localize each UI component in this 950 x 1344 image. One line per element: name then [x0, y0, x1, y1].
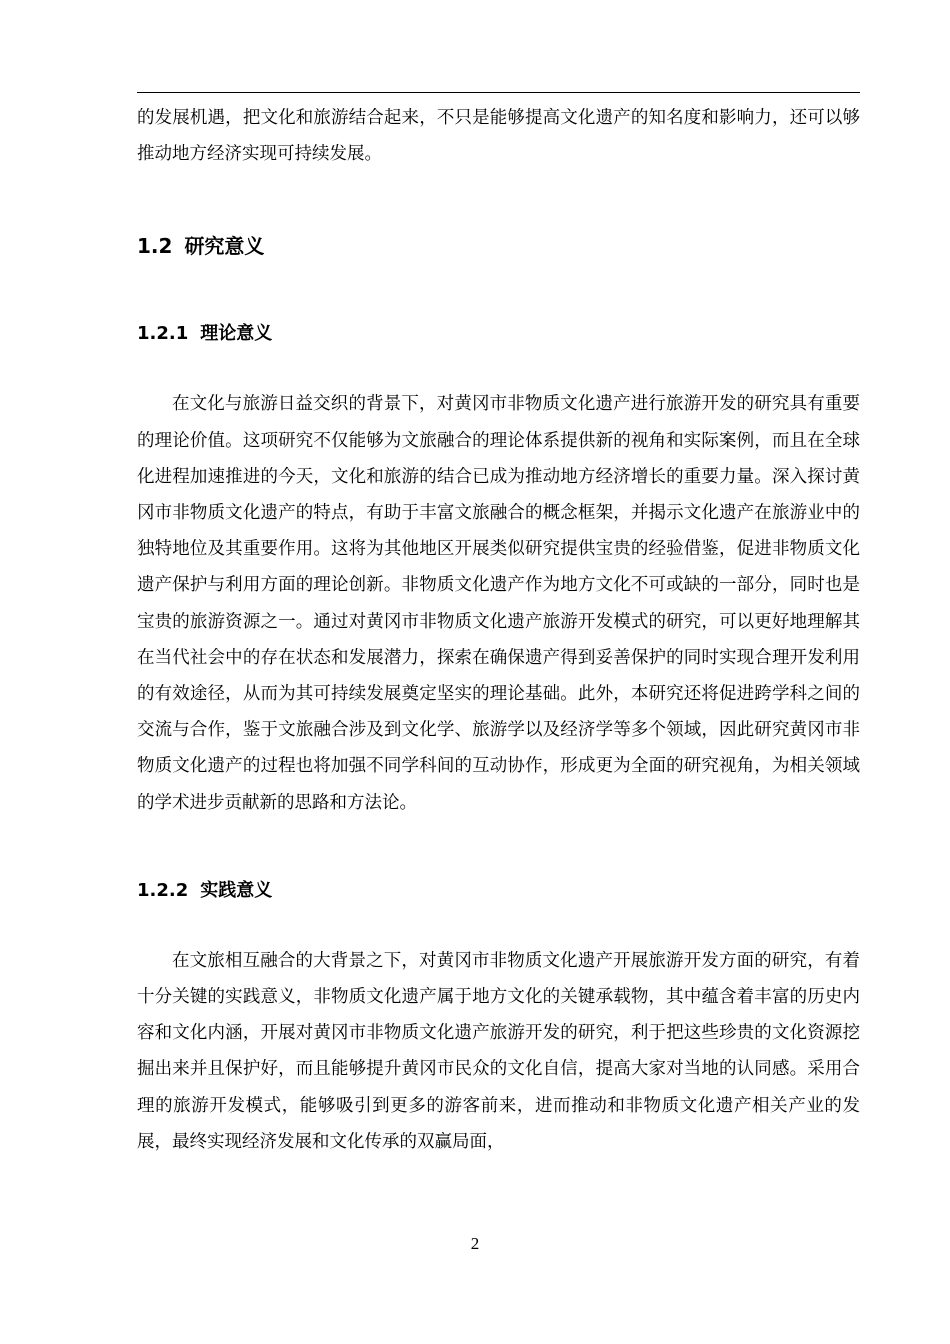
subsection-title: 理论意义	[200, 323, 273, 345]
section-number: 1.2	[137, 234, 173, 259]
page-content	[137, 100, 860, 1160]
page-number: 2	[470, 1234, 480, 1253]
continuation-paragraph: 的发展机遇，把文化和旅游结合起来，不只是能够提高文化遗产的知名度和影响力，还可以够推动地方经济实现可持续发展。	[137, 108, 860, 165]
section-heading	[137, 228, 860, 264]
subsection-number: 1.2.2	[137, 879, 189, 901]
subsection-heading-practice	[137, 873, 860, 909]
practice-paragraph: 在文旅相互融合的大背景之下，对黄冈市非物质文化遗产开展旅游开发方面的研究，有着十分关键的实践意义，非物质文化遗产属于地方文化的关键承载物，其中蕴含着丰富的历史内容和文化内涵，开展对黄冈市非物质文化遗产旅游开发的研究，利于把这些珍贵的文化资源挖掘出来并且保护好，而且能够提升黄冈市民众的文化自信，提高大家对当地的认同感。采用合理的旅游开发模式，能够吸引到更多的游客前来，进而推动和非物质文化遗产相关产业的发展，最终实现经济发展和文化传承的双赢局面，	[137, 950, 860, 1152]
subsection-heading-theory	[137, 316, 860, 352]
subsection-number: 1.2.1	[137, 323, 189, 345]
theory-paragraph: 在文化与旅游日益交织的背景下，对黄冈市非物质文化遗产进行旅游开发的研究具有重要的理论价值。这项研究不仅能够为文旅融合的理论体系提供新的视角和实际案例，而且在全球化进程加速推进的今天，文化和旅游的结合已成为推动地方经济增长的重要力量。深入探讨黄冈市非物质文化遗产的特点，有助于丰富文旅融合的概念框架，并揭示文化遗产在旅游业中的独特地位及其重要作用。这将为其他地区开展类似研究提供宝贵的经验借鉴，促进非物质文化遗产保护与利用方面的理论创新。非物质文化遗产作为地方文化不可或缺的一部分，同时也是宝贵的旅游资源之一。通过对黄冈市非物质文化遗产旅游开发模式的研究，可以更好地理解其在当代社会中的存在状态和发展潜力，探索在确保遗产得到妥善保护的同时实现合理开发利用的有效途径，从而为其可持续发展奠定坚实的理论基础。此外，本研究还将促进跨学科之间的交流与合作，鉴于文旅融合涉及到文化学、旅游学以及经济学等多个领域，因此研究黄冈市非物质文化遗产的过程也将加强不同学科间的互动协作，形成更为全面的研究视角，为相关领域的学术进步贡献新的思路和方法论。	[137, 394, 860, 813]
header-rule	[137, 92, 860, 93]
section-title: 研究意义	[184, 234, 265, 259]
subsection-title: 实践意义	[200, 879, 273, 901]
